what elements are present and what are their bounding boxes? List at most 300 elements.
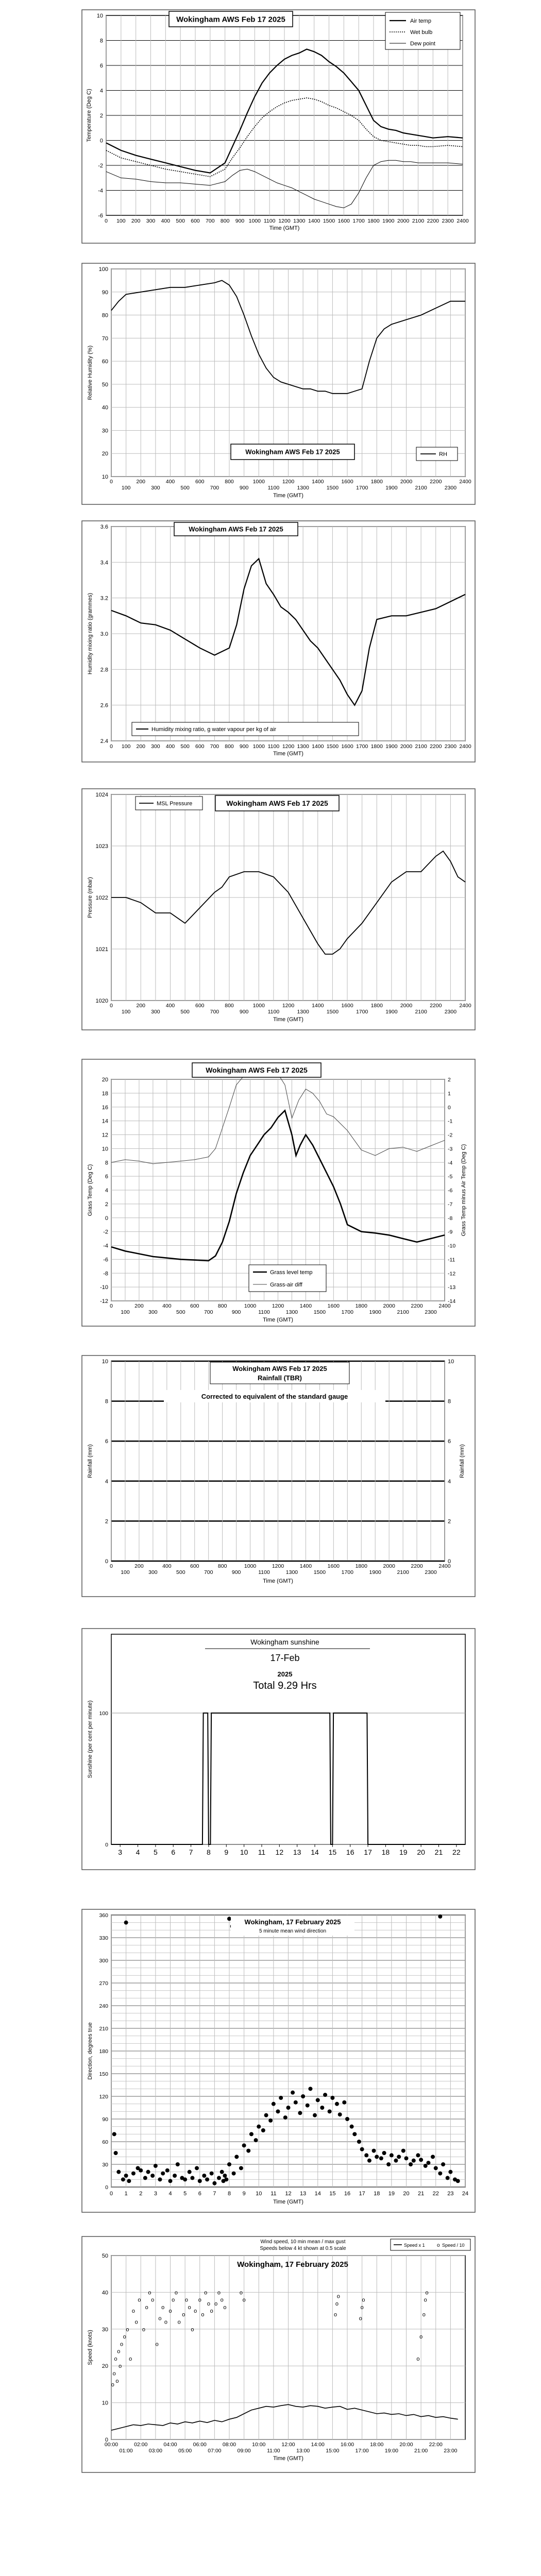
- data-point: o: [158, 2315, 162, 2322]
- x-tick-label: 200: [136, 479, 146, 485]
- y-right-tick-label: -3: [448, 1146, 453, 1153]
- y-tick-label: 10: [96, 13, 103, 19]
- y-tick-label: 360: [99, 1912, 108, 1919]
- x-tick-label: 1300: [293, 218, 306, 224]
- y-tick-label: 240: [99, 2003, 108, 2009]
- y-right-tick-label: -2: [448, 1132, 453, 1139]
- data-point: [143, 2176, 147, 2180]
- data-point: o: [204, 2290, 208, 2296]
- data-point: [401, 2149, 405, 2153]
- data-point: o: [201, 2312, 205, 2318]
- y-tick-label: 80: [102, 312, 108, 319]
- data-point: o: [198, 2297, 201, 2303]
- y-tick-label: 8: [105, 1160, 108, 1166]
- x-tick-label: 500: [180, 485, 190, 491]
- x-axis-label: Time (GMT): [273, 493, 303, 499]
- x-tick-label: 700: [210, 485, 219, 491]
- y-right-tick-label: -5: [448, 1174, 453, 1180]
- y-axis-label: Speed (knots): [87, 2330, 93, 2365]
- y-tick-label: 20: [102, 2363, 108, 2370]
- chart-title: Wokingham, 17 February 2025: [237, 2260, 348, 2269]
- data-point: o: [335, 2300, 339, 2307]
- y-axis-label: Rainfall (mm): [87, 1444, 93, 1478]
- data-point: [426, 2161, 430, 2165]
- data-point: [386, 2162, 391, 2166]
- data-point: o: [142, 2326, 146, 2333]
- data-point: [434, 2166, 438, 2170]
- mixing-ratio-chart-panel: [81, 520, 476, 762]
- data-point: o: [174, 2290, 178, 2296]
- data-point: o: [145, 2304, 148, 2311]
- x-tick-label: 24: [462, 2191, 469, 2197]
- y-tick-label: 60: [102, 2139, 108, 2145]
- y-right-tick-label: -12: [448, 1270, 456, 1277]
- x-tick-label: 2: [139, 2191, 143, 2197]
- data-point: [268, 2119, 273, 2123]
- y-tick-label: 3.6: [100, 524, 108, 530]
- data-point: o: [168, 2308, 172, 2315]
- x-tick-label: 2000: [400, 1003, 413, 1009]
- y-tick-label: 0: [105, 1215, 108, 1222]
- y-tick-label: 20: [102, 1077, 108, 1083]
- data-point: [205, 2177, 209, 2181]
- data-point: [291, 2091, 295, 2095]
- x-tick-label: 2000: [383, 1303, 395, 1309]
- data-point: [419, 2158, 423, 2162]
- x-tick-label: 300: [151, 1009, 160, 1015]
- legend-label: Speed / 10: [442, 2243, 465, 2248]
- x-tick-label: 500: [176, 218, 185, 224]
- data-point: [261, 2128, 265, 2132]
- x-tick-label: 2300: [425, 1309, 437, 1315]
- data-point: [173, 2174, 177, 2178]
- legend-swatch: o: [437, 2243, 440, 2248]
- y-axis-label: Relative Humidity (%): [87, 345, 93, 400]
- x-tick-label: 11:00: [267, 2448, 280, 2454]
- x-tick-label: 1700: [356, 743, 368, 750]
- x-tick-label: 9: [242, 2191, 246, 2197]
- x-tick-label: 900: [235, 218, 245, 224]
- x-tick-label: 1000: [244, 1563, 257, 1569]
- x-tick-label: 20: [403, 2191, 410, 2197]
- temperature-chart: [81, 9, 476, 244]
- x-tick-label: 1200: [282, 479, 295, 485]
- x-tick-label: 600: [190, 1563, 199, 1569]
- x-tick-label: 800: [225, 479, 234, 485]
- y-tick-label: 10: [102, 474, 108, 480]
- data-point: [372, 2149, 376, 2153]
- y-right-tick-label: -8: [448, 1215, 453, 1222]
- x-tick-label: 04:00: [163, 2442, 177, 2448]
- x-tick-label: 600: [191, 218, 200, 224]
- x-tick-label: 12: [285, 2191, 292, 2197]
- pressure-chart: [81, 788, 476, 1030]
- y-tick-label: 6: [105, 1174, 108, 1180]
- data-point: o: [362, 2297, 365, 2303]
- x-tick-label: 100: [121, 1309, 130, 1315]
- data-point: o: [422, 2312, 426, 2318]
- y-right-tick-label: 2: [448, 1518, 451, 1525]
- data-point: o: [210, 2308, 213, 2315]
- x-tick-label: 22: [432, 2191, 439, 2197]
- x-tick-label: 4: [168, 2191, 172, 2197]
- y-tick-label: 10: [102, 2400, 108, 2406]
- y-right-tick-label: -6: [448, 1188, 453, 1194]
- humidity-chart-panel: [81, 263, 476, 505]
- x-tick-label: 1500: [326, 743, 339, 750]
- x-tick-label: 10: [256, 2191, 262, 2197]
- x-tick-label: 09:00: [237, 2448, 251, 2454]
- data-point: [232, 2172, 236, 2176]
- x-tick-label: 900: [231, 1309, 241, 1315]
- data-point: [404, 2156, 409, 2160]
- data-point: o: [155, 2341, 159, 2348]
- y-right-tick-label: 0: [448, 1558, 451, 1565]
- chart-title: Wokingham AWS Feb 17 2025: [245, 448, 340, 456]
- y-tick-label: 270: [99, 1980, 108, 1987]
- x-tick-label: 500: [180, 1009, 190, 1015]
- x-tick-label: 17: [359, 2191, 365, 2197]
- data-point: [257, 2125, 261, 2129]
- data-point: [352, 2132, 357, 2136]
- data-point: [367, 2159, 371, 2163]
- grass-temperature-chart: [81, 1059, 476, 1327]
- y-tick-label: 40: [102, 2290, 108, 2296]
- data-point: o: [336, 2293, 340, 2300]
- data-point: [223, 2174, 227, 2178]
- y-right-tick-label: -11: [448, 1257, 455, 1263]
- data-point: o: [217, 2290, 221, 2296]
- x-tick-label: 1700: [356, 1009, 368, 1015]
- data-point: [313, 2113, 317, 2117]
- data-point: o: [123, 2334, 126, 2341]
- x-tick-label: 21:00: [414, 2448, 428, 2454]
- plot-area: [111, 1634, 465, 1844]
- x-tick-label: 19: [399, 1848, 408, 1856]
- data-point: [127, 2179, 131, 2183]
- y-tick-label: 10: [102, 1146, 108, 1153]
- data-point: [394, 2159, 398, 2163]
- x-tick-label: 1900: [385, 485, 398, 491]
- x-tick-label: 400: [165, 1003, 175, 1009]
- y-tick-label: 20: [102, 451, 108, 457]
- x-tick-label: 19: [388, 2191, 395, 2197]
- data-point: [276, 2109, 280, 2113]
- data-point: [438, 2172, 442, 2176]
- x-tick-label: 400: [165, 743, 175, 750]
- chart-subtitle: 5 minute mean wind direction: [259, 1928, 327, 1934]
- x-tick-label: 700: [210, 743, 219, 750]
- x-tick-label: 23:00: [444, 2448, 458, 2454]
- data-point: [335, 2102, 339, 2106]
- data-point: [114, 2151, 118, 2155]
- x-tick-label: 2300: [444, 1009, 457, 1015]
- x-tick-label: 0: [110, 1563, 113, 1569]
- data-point: o: [425, 2290, 429, 2296]
- legend-label: Dew point: [410, 41, 435, 47]
- x-tick-label: 22: [452, 1848, 461, 1856]
- x-tick-label: 2400: [457, 218, 469, 224]
- wind-speed-chart: [81, 2236, 476, 2473]
- data-point: [301, 2094, 305, 2098]
- y-tick-label: 210: [99, 2026, 108, 2032]
- x-tick-label: 600: [195, 1003, 205, 1009]
- x-tick-label: 7: [189, 1848, 193, 1856]
- x-tick-label: 2300: [442, 218, 454, 224]
- data-point: o: [151, 2297, 155, 2303]
- x-tick-label: 200: [136, 743, 146, 750]
- x-tick-label: 2000: [383, 1563, 395, 1569]
- x-tick-label: 3: [118, 1848, 123, 1856]
- y-tick-label: 8: [99, 38, 103, 44]
- y-tick-label: 6: [99, 63, 103, 69]
- x-axis-label: Time (GMT): [269, 225, 300, 231]
- x-tick-label: 7: [213, 2191, 216, 2197]
- x-tick-label: 1200: [272, 1563, 284, 1569]
- data-point: [227, 2162, 231, 2166]
- x-tick-label: 4: [136, 1848, 140, 1856]
- data-point: o: [182, 2312, 185, 2318]
- data-point: o: [416, 2355, 420, 2362]
- x-tick-label: 2300: [425, 1569, 437, 1575]
- data-point: o: [177, 2319, 181, 2326]
- y-tick-label: 2: [105, 1518, 108, 1525]
- x-tick-label: 1100: [267, 743, 280, 750]
- x-tick-label: 400: [162, 1563, 172, 1569]
- data-point: [424, 2164, 428, 2168]
- x-tick-label: 13:00: [296, 2448, 310, 2454]
- x-tick-label: 16: [346, 1848, 354, 1856]
- x-tick-label: 2200: [430, 479, 442, 485]
- data-point: o: [424, 2297, 427, 2303]
- x-tick-label: 1200: [278, 218, 291, 224]
- data-point: [448, 2170, 452, 2174]
- y-tick-label: 1023: [95, 843, 108, 850]
- y-right-tick-label: -1: [448, 1118, 453, 1125]
- x-tick-label: 900: [231, 1569, 241, 1575]
- x-tick-label: 300: [148, 1309, 158, 1315]
- x-axis-label: Time (GMT): [263, 1578, 293, 1584]
- x-tick-label: 0: [109, 2191, 113, 2197]
- data-point: [195, 2166, 199, 2170]
- y-tick-label: 12: [102, 1132, 108, 1139]
- x-tick-label: 500: [176, 1569, 185, 1575]
- x-tick-label: 07:00: [208, 2448, 222, 2454]
- data-point: [338, 2112, 342, 2116]
- y-tick-label: 90: [102, 2116, 108, 2123]
- y-tick-label: 10: [102, 1359, 108, 1365]
- x-tick-label: 1800: [355, 1303, 367, 1309]
- y-right-tick-label: -14: [448, 1298, 456, 1304]
- y-tick-label: 0: [105, 1558, 108, 1565]
- data-point: o: [129, 2355, 132, 2362]
- data-point: [154, 2164, 158, 2168]
- x-tick-label: 1600: [337, 218, 350, 224]
- data-point: [357, 2140, 361, 2144]
- x-tick-label: 0: [110, 479, 113, 485]
- data-point: [456, 2179, 460, 2183]
- chart-subtitle-line1: Wind speed, 10 min mean / max gust: [260, 2239, 346, 2245]
- x-tick-label: 02:00: [134, 2442, 148, 2448]
- data-point: [227, 1917, 231, 1921]
- data-point: [121, 2177, 125, 2181]
- x-tick-label: 15: [329, 2191, 336, 2197]
- x-tick-label: 700: [206, 218, 215, 224]
- data-point: [342, 2100, 346, 2105]
- x-tick-label: 2200: [430, 1003, 442, 1009]
- x-tick-label: 600: [195, 479, 205, 485]
- data-point: o: [172, 2297, 175, 2303]
- data-point: [283, 2115, 288, 2120]
- y-tick-label: 1021: [95, 946, 108, 953]
- x-tick-label: 900: [239, 485, 249, 491]
- data-point: [176, 2162, 180, 2166]
- x-tick-label: 2000: [400, 479, 413, 485]
- x-tick-label: 1800: [370, 479, 383, 485]
- y-right-tick-label: -9: [448, 1229, 453, 1235]
- x-tick-label: 21: [434, 1848, 443, 1856]
- y-tick-label: 330: [99, 1935, 108, 1941]
- y-tick-label: 18: [102, 1090, 108, 1097]
- data-point: [124, 1921, 128, 1925]
- x-tick-label: 2200: [427, 218, 439, 224]
- x-tick-label: 1100: [258, 1569, 270, 1575]
- y-tick-label: 30: [102, 2326, 108, 2333]
- data-point: o: [138, 2297, 141, 2303]
- x-tick-label: 23: [447, 2191, 454, 2197]
- x-tick-label: 1500: [326, 485, 339, 491]
- chart-title: Wokingham AWS Feb 17 2025: [206, 1066, 308, 1075]
- data-point: [390, 2153, 394, 2157]
- chart-subtitle-line2: Speeds below 4 kt shown at 0.5 scale: [260, 2246, 346, 2251]
- data-point: o: [360, 2304, 364, 2311]
- y-tick-label: 30: [102, 2162, 108, 2168]
- data-point: [431, 2155, 435, 2159]
- x-tick-label: 1000: [244, 1303, 257, 1309]
- data-point: [198, 2179, 202, 2183]
- x-tick-label: 1300: [297, 485, 309, 491]
- x-tick-label: 2400: [438, 1303, 451, 1309]
- x-tick-label: 18: [374, 2191, 380, 2197]
- data-point: o: [242, 2297, 246, 2303]
- x-tick-label: 2100: [415, 485, 427, 491]
- x-tick-label: 18: [381, 1848, 390, 1856]
- data-point: o: [334, 2312, 337, 2318]
- x-tick-label: 1800: [370, 743, 383, 750]
- legend-label: Humidity mixing ratio, g water vapour per kg of air: [151, 726, 277, 733]
- x-tick-label: 800: [217, 1303, 227, 1309]
- x-tick-label: 1500: [323, 218, 335, 224]
- y-tick-label: 100: [98, 266, 108, 273]
- x-tick-label: 2300: [444, 743, 457, 750]
- y-tick-label: -6: [103, 1257, 108, 1263]
- data-point: [150, 2174, 155, 2178]
- data-point: [254, 2138, 258, 2142]
- data-point: [308, 2087, 312, 2091]
- x-tick-label: 10:00: [252, 2442, 266, 2448]
- chart-total: Total 9.29 Hrs: [253, 1680, 317, 1691]
- x-tick-label: 1500: [326, 1009, 339, 1015]
- y-tick-label: 0: [105, 2184, 108, 2191]
- data-point: [298, 2111, 302, 2115]
- data-point: o: [161, 2304, 165, 2311]
- x-tick-label: 13: [300, 2191, 307, 2197]
- x-tick-label: 2400: [438, 1563, 451, 1569]
- data-point: o: [184, 2297, 189, 2303]
- y-tick-label: -4: [98, 188, 103, 194]
- y-axis-label: Temperature (Deg C): [86, 89, 92, 142]
- x-tick-label: 1300: [297, 743, 309, 750]
- x-tick-label: 12:00: [281, 2442, 295, 2448]
- data-point: [217, 2176, 221, 2180]
- x-tick-label: 1600: [341, 743, 353, 750]
- x-tick-label: 19:00: [384, 2448, 399, 2454]
- y-tick-label: 4: [99, 88, 103, 94]
- x-axis-label: Time (GMT): [273, 1016, 303, 1023]
- data-point: o: [148, 2290, 151, 2296]
- chart-year: 2025: [277, 1670, 293, 1678]
- data-point: [161, 2172, 165, 2176]
- y-right-tick-label: 2: [448, 1077, 451, 1083]
- x-tick-label: 22:00: [429, 2442, 443, 2448]
- x-tick-label: 1300: [285, 1569, 298, 1575]
- x-tick-label: 100: [121, 1009, 131, 1015]
- y-tick-label: 3.4: [100, 560, 108, 566]
- y-tick-label: 6: [105, 1438, 108, 1445]
- data-point: [224, 2177, 228, 2181]
- y-tick-label: 70: [102, 335, 108, 342]
- x-tick-label: 06:00: [193, 2442, 207, 2448]
- y-tick-label: 1020: [95, 998, 108, 1004]
- x-tick-label: 1100: [263, 218, 276, 224]
- y-tick-label: 150: [99, 2071, 108, 2077]
- y-right-tick-label: 10: [448, 1359, 454, 1365]
- x-tick-label: 1200: [282, 1003, 295, 1009]
- y-axis-label: Grass Temp (Deg C): [87, 1164, 93, 1216]
- y-tick-label: 4: [105, 1478, 108, 1485]
- y-tick-label: -2: [98, 163, 103, 169]
- data-point: o: [194, 2308, 197, 2315]
- y-tick-label: -8: [103, 1270, 108, 1277]
- x-tick-label: 1500: [313, 1309, 326, 1315]
- x-tick-label: 08:00: [222, 2442, 236, 2448]
- x-tick-label: 5: [153, 1848, 158, 1856]
- x-tick-label: 2200: [430, 743, 442, 750]
- y-right-axis-label: Grass Temp minus Air Temp (Deg C): [461, 1144, 467, 1236]
- data-point: o: [114, 2355, 117, 2362]
- x-tick-label: 1800: [355, 1563, 367, 1569]
- data-point: [412, 2159, 416, 2163]
- humidity-chart: [81, 263, 476, 505]
- x-tick-label: 200: [131, 218, 141, 224]
- data-point: [168, 2179, 173, 2183]
- data-point: [316, 2098, 320, 2102]
- data-point: [131, 2172, 136, 2176]
- y-right-tick-label: -13: [448, 1284, 456, 1291]
- x-tick-label: 1: [124, 2191, 128, 2197]
- x-tick-label: 1400: [299, 1303, 312, 1309]
- x-tick-label: 3: [154, 2191, 157, 2197]
- y-tick-label: 3.2: [100, 595, 108, 602]
- chart-title: Wokingham AWS Feb 17 2025: [226, 799, 328, 808]
- x-tick-label: 200: [134, 1563, 144, 1569]
- legend-label: Wet bulb: [410, 29, 433, 36]
- data-point: o: [131, 2308, 135, 2315]
- chart-title: Wokingham, 17 February 2025: [244, 1918, 341, 1926]
- x-tick-label: 1100: [258, 1309, 270, 1315]
- x-tick-label: 1300: [297, 1009, 309, 1015]
- x-axis-label: Time (GMT): [273, 751, 303, 757]
